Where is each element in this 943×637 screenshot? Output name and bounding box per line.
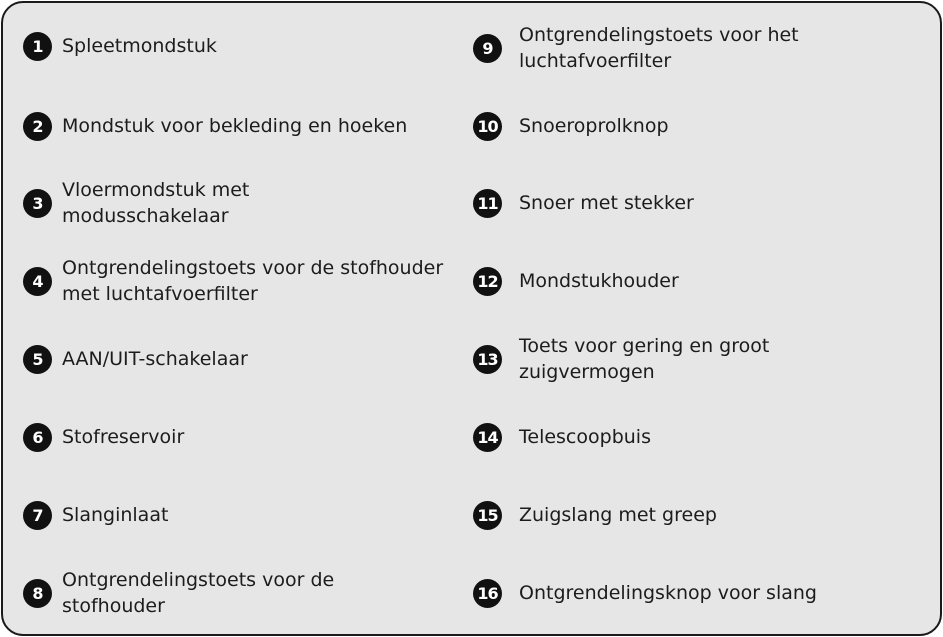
legend-item-8 [3, 554, 471, 632]
number-badge: 7 [23, 501, 52, 530]
number-badge: 6 [23, 423, 52, 452]
number-badge: 2 [23, 112, 52, 141]
legend-label: Snoeroprolknop [519, 115, 669, 137]
legend-label: Mondstukhouder [519, 270, 679, 292]
legend-item-11 [470, 164, 940, 242]
legend-item-2 [3, 87, 471, 165]
legend-label: Vloermondstuk met modusschakelaar [62, 179, 250, 227]
legend-item-12 [470, 242, 940, 320]
legend-label: Mondstuk voor bekleding en hoeken [62, 115, 408, 137]
legend-item-13 [470, 320, 940, 398]
number-badge: 13 [473, 345, 502, 374]
legend-item-1 [3, 7, 471, 85]
legend-label: Ontgrendelingstoets voor het luchtafvoerfilter [519, 24, 799, 72]
number-badge: 4 [23, 267, 52, 296]
legend-item-9 [470, 9, 940, 87]
legend-item-3 [3, 164, 471, 242]
number-badge: 11 [473, 189, 502, 218]
legend-label: Spleetmondstuk [62, 35, 217, 57]
legend-item-14 [470, 398, 940, 476]
number-badge: 16 [473, 579, 502, 608]
legend-item-4 [3, 242, 471, 320]
number-badge: 15 [473, 501, 502, 530]
legend-label: Telescoopbuis [519, 426, 651, 448]
legend-item-7 [3, 476, 471, 554]
legend-label: AAN/UIT-schakelaar [62, 348, 248, 370]
number-badge: 9 [473, 34, 502, 63]
number-badge: 10 [473, 112, 502, 141]
legend-item-15 [470, 476, 940, 554]
number-badge: 14 [473, 423, 502, 452]
legend-item-16 [470, 554, 940, 632]
legend-item-10 [470, 87, 940, 165]
number-badge: 1 [23, 32, 52, 61]
number-badge: 5 [23, 345, 52, 374]
number-badge: 12 [473, 267, 502, 296]
legend-item-6 [3, 398, 471, 476]
legend-label: Toets voor gering en groot zuigvermogen [519, 335, 770, 383]
legend-label: Slanginlaat [62, 504, 169, 526]
legend-label: Snoer met stekker [519, 192, 694, 214]
legend-item-5 [3, 320, 471, 398]
parts-legend-panel [1, 1, 942, 636]
number-badge: 3 [23, 189, 52, 218]
legend-label: Ontgrendelingsknop voor slang [519, 582, 817, 604]
legend-label: Zuigslang met greep [519, 504, 717, 526]
legend-label: Stofreservoir [62, 426, 185, 448]
legend-label: Ontgrendelingstoets voor de stofhouder met luchtafvoerfilter [62, 257, 444, 305]
number-badge: 8 [23, 579, 52, 608]
legend-label: Ontgrendelingstoets voor de stofhouder [62, 569, 335, 617]
